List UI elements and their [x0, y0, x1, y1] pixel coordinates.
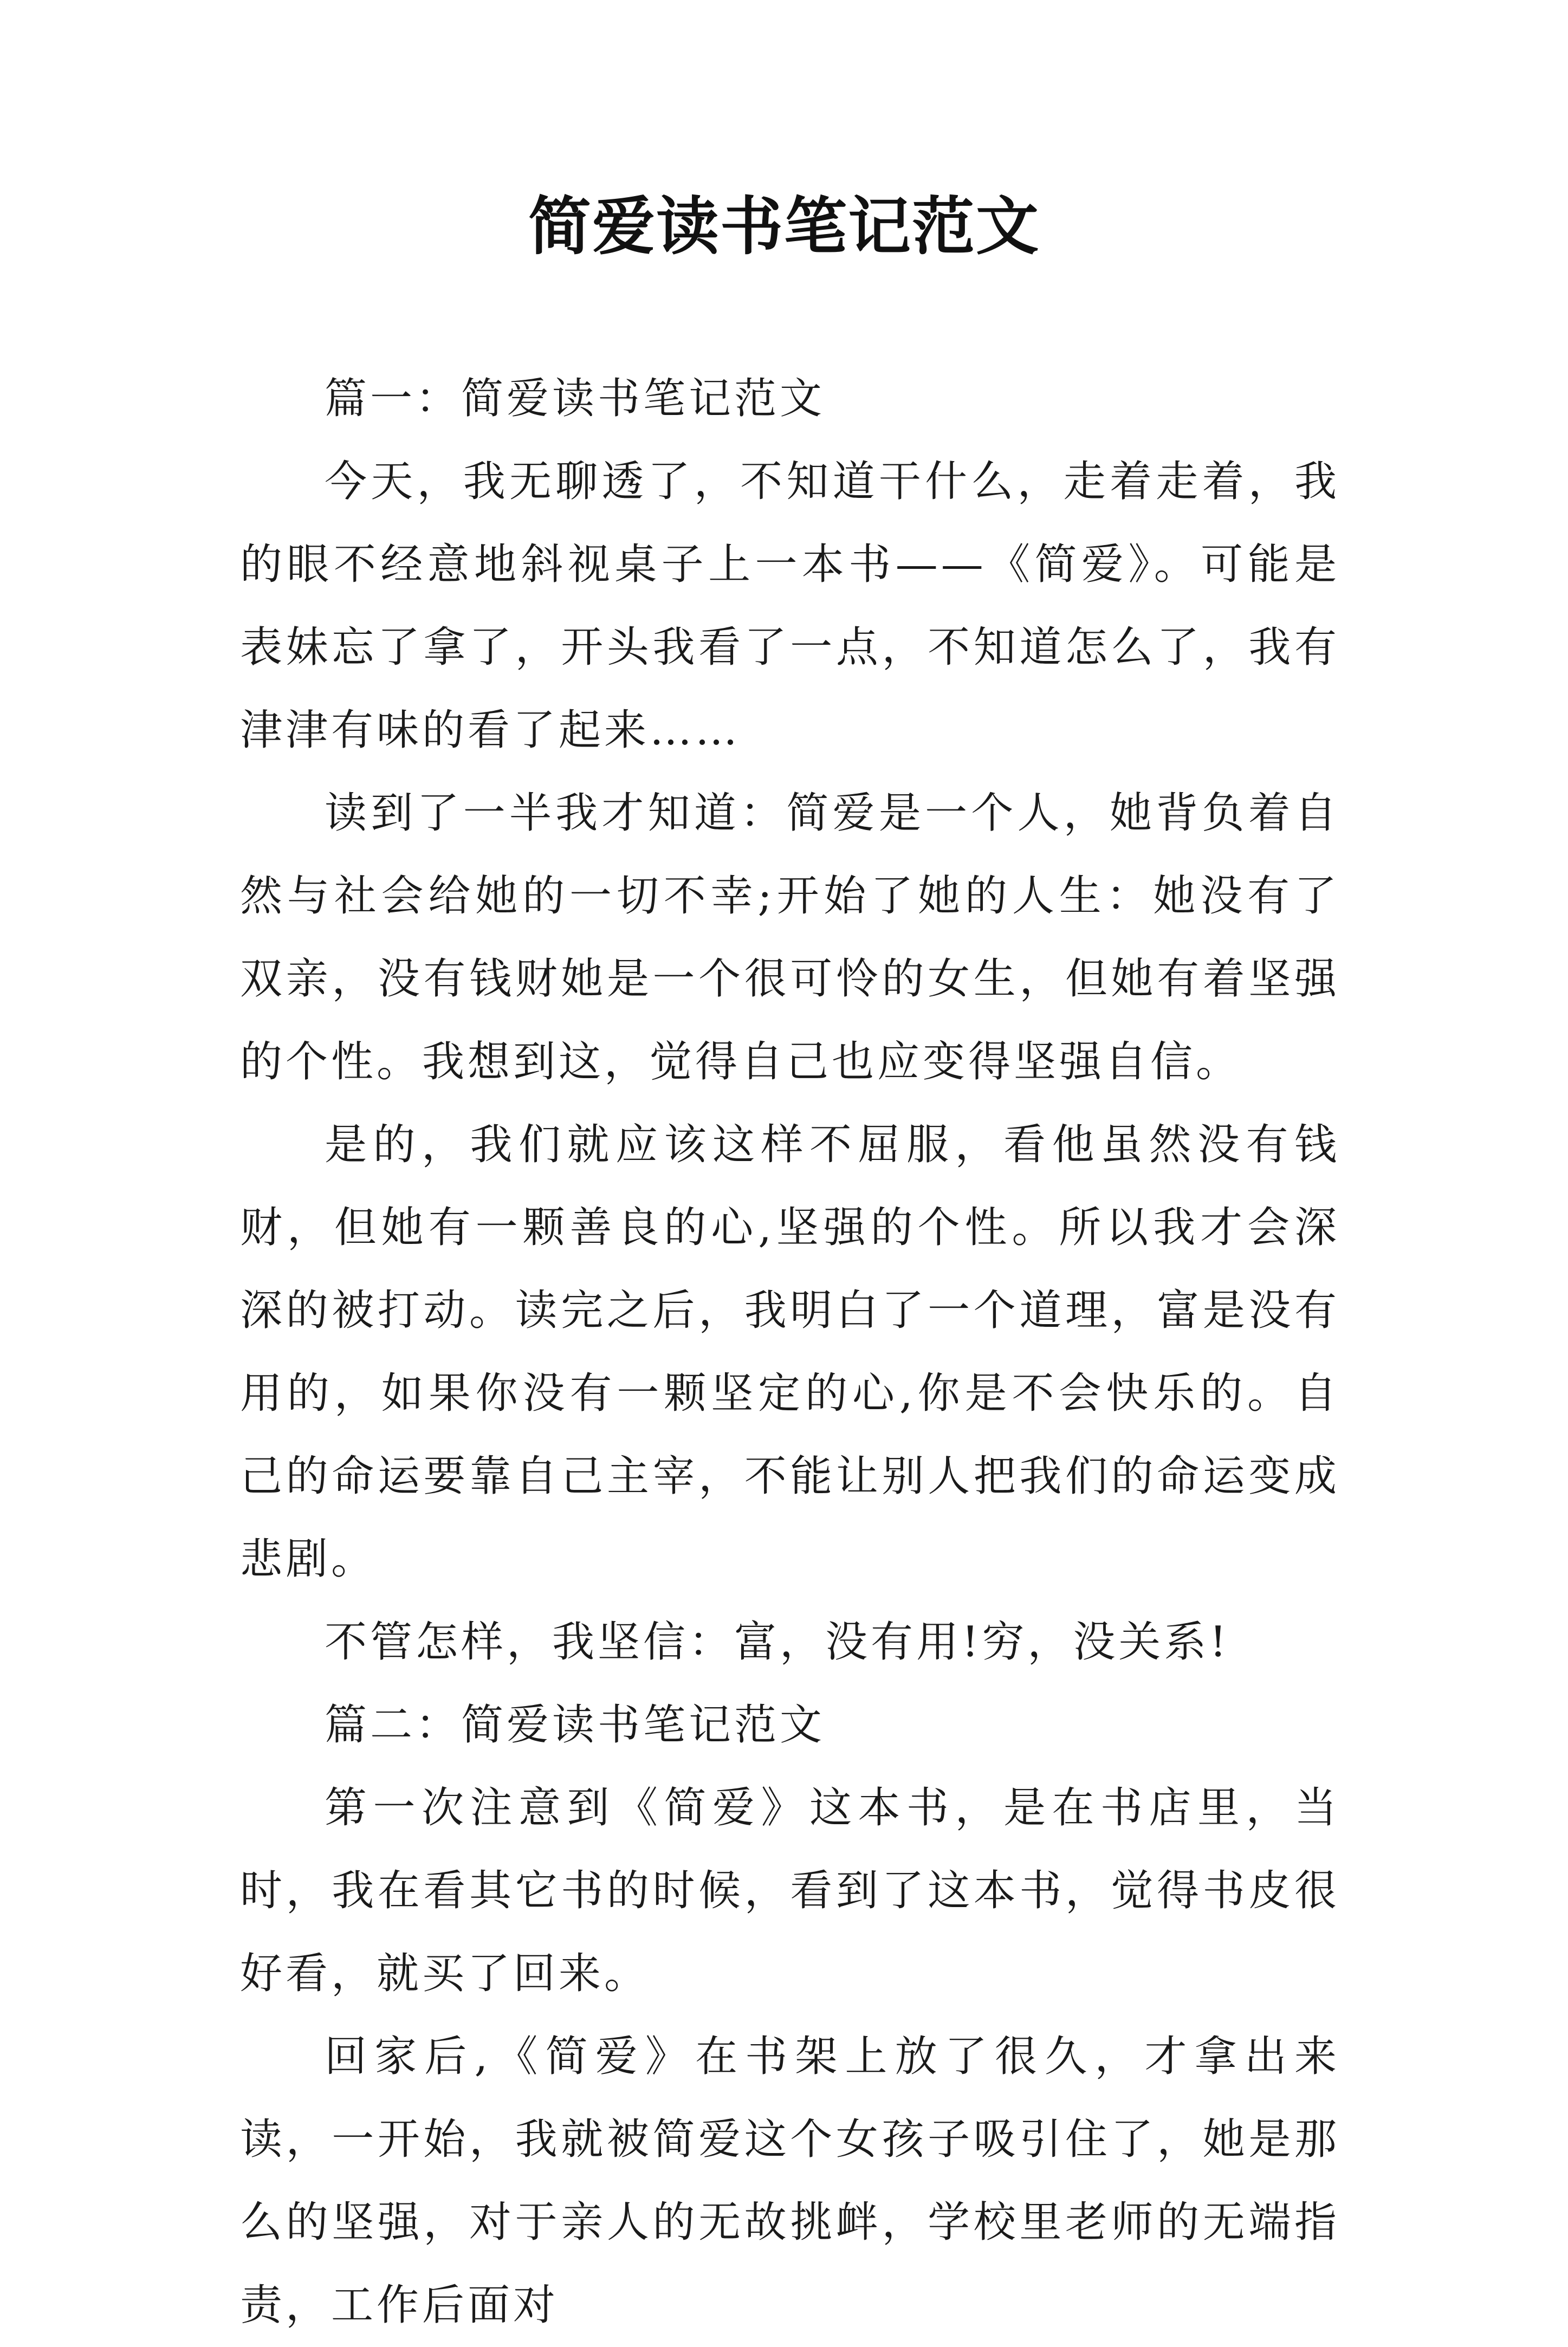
paragraph: 是的，我们就应该这样不屈服，看他虽然没有钱财，但她有一颗善良的心,坚强的个性。所以我才会深深的被打动。读完之后，我明白了一个道理，富是没有用的，如果你没有一颗坚定的心,你是不会快乐的。自己的命运要靠自己主宰，不能让别人把我们的命运变成悲剧。: [240, 1120, 1340, 1584]
document-body: [240, 358, 1340, 2347]
document-title: 简爱读书笔记范文: [528, 190, 1040, 263]
section-heading-2: 篇二：简爱读书笔记范文: [325, 1701, 826, 1749]
paragraph: 不管怎样，我坚信：富，没有用!穷，没关系!: [325, 1618, 1230, 1667]
paragraph: 回家后,《简爱》在书架上放了很久，才拿出来读，一开始，我就被简爱这个女孩子吸引住了，她是那么的坚强，对于亲人的无故挑衅，学校里老师的无端指责，工作后面对: [240, 2032, 1340, 2330]
paragraph: 第一次注意到《简爱》这本书，是在书店里，当时，我在看其它书的时候，看到了这本书，觉得书皮很好看，就买了回来。: [240, 1784, 1340, 1998]
paragraph: 读到了一半我才知道：简爱是一个人，她背负着自然与社会给她的一切不幸;开始了她的人生：她没有了双亲，没有钱财她是一个很可怜的女生，但她有着坚强的个性。我想到这，觉得自己也应变得坚强自信。: [240, 789, 1340, 1086]
section-heading-1: 篇一：简爱读书笔记范文: [325, 374, 826, 423]
paragraph: 今天，我无聊透了，不知道干什么，走着走着，我的眼不经意地斜视桌子上一本书——《简爱》。可能是表妹忘了拿了，开头我看了一点，不知道怎么了，我有津津有味的看了起来……: [240, 457, 1340, 755]
